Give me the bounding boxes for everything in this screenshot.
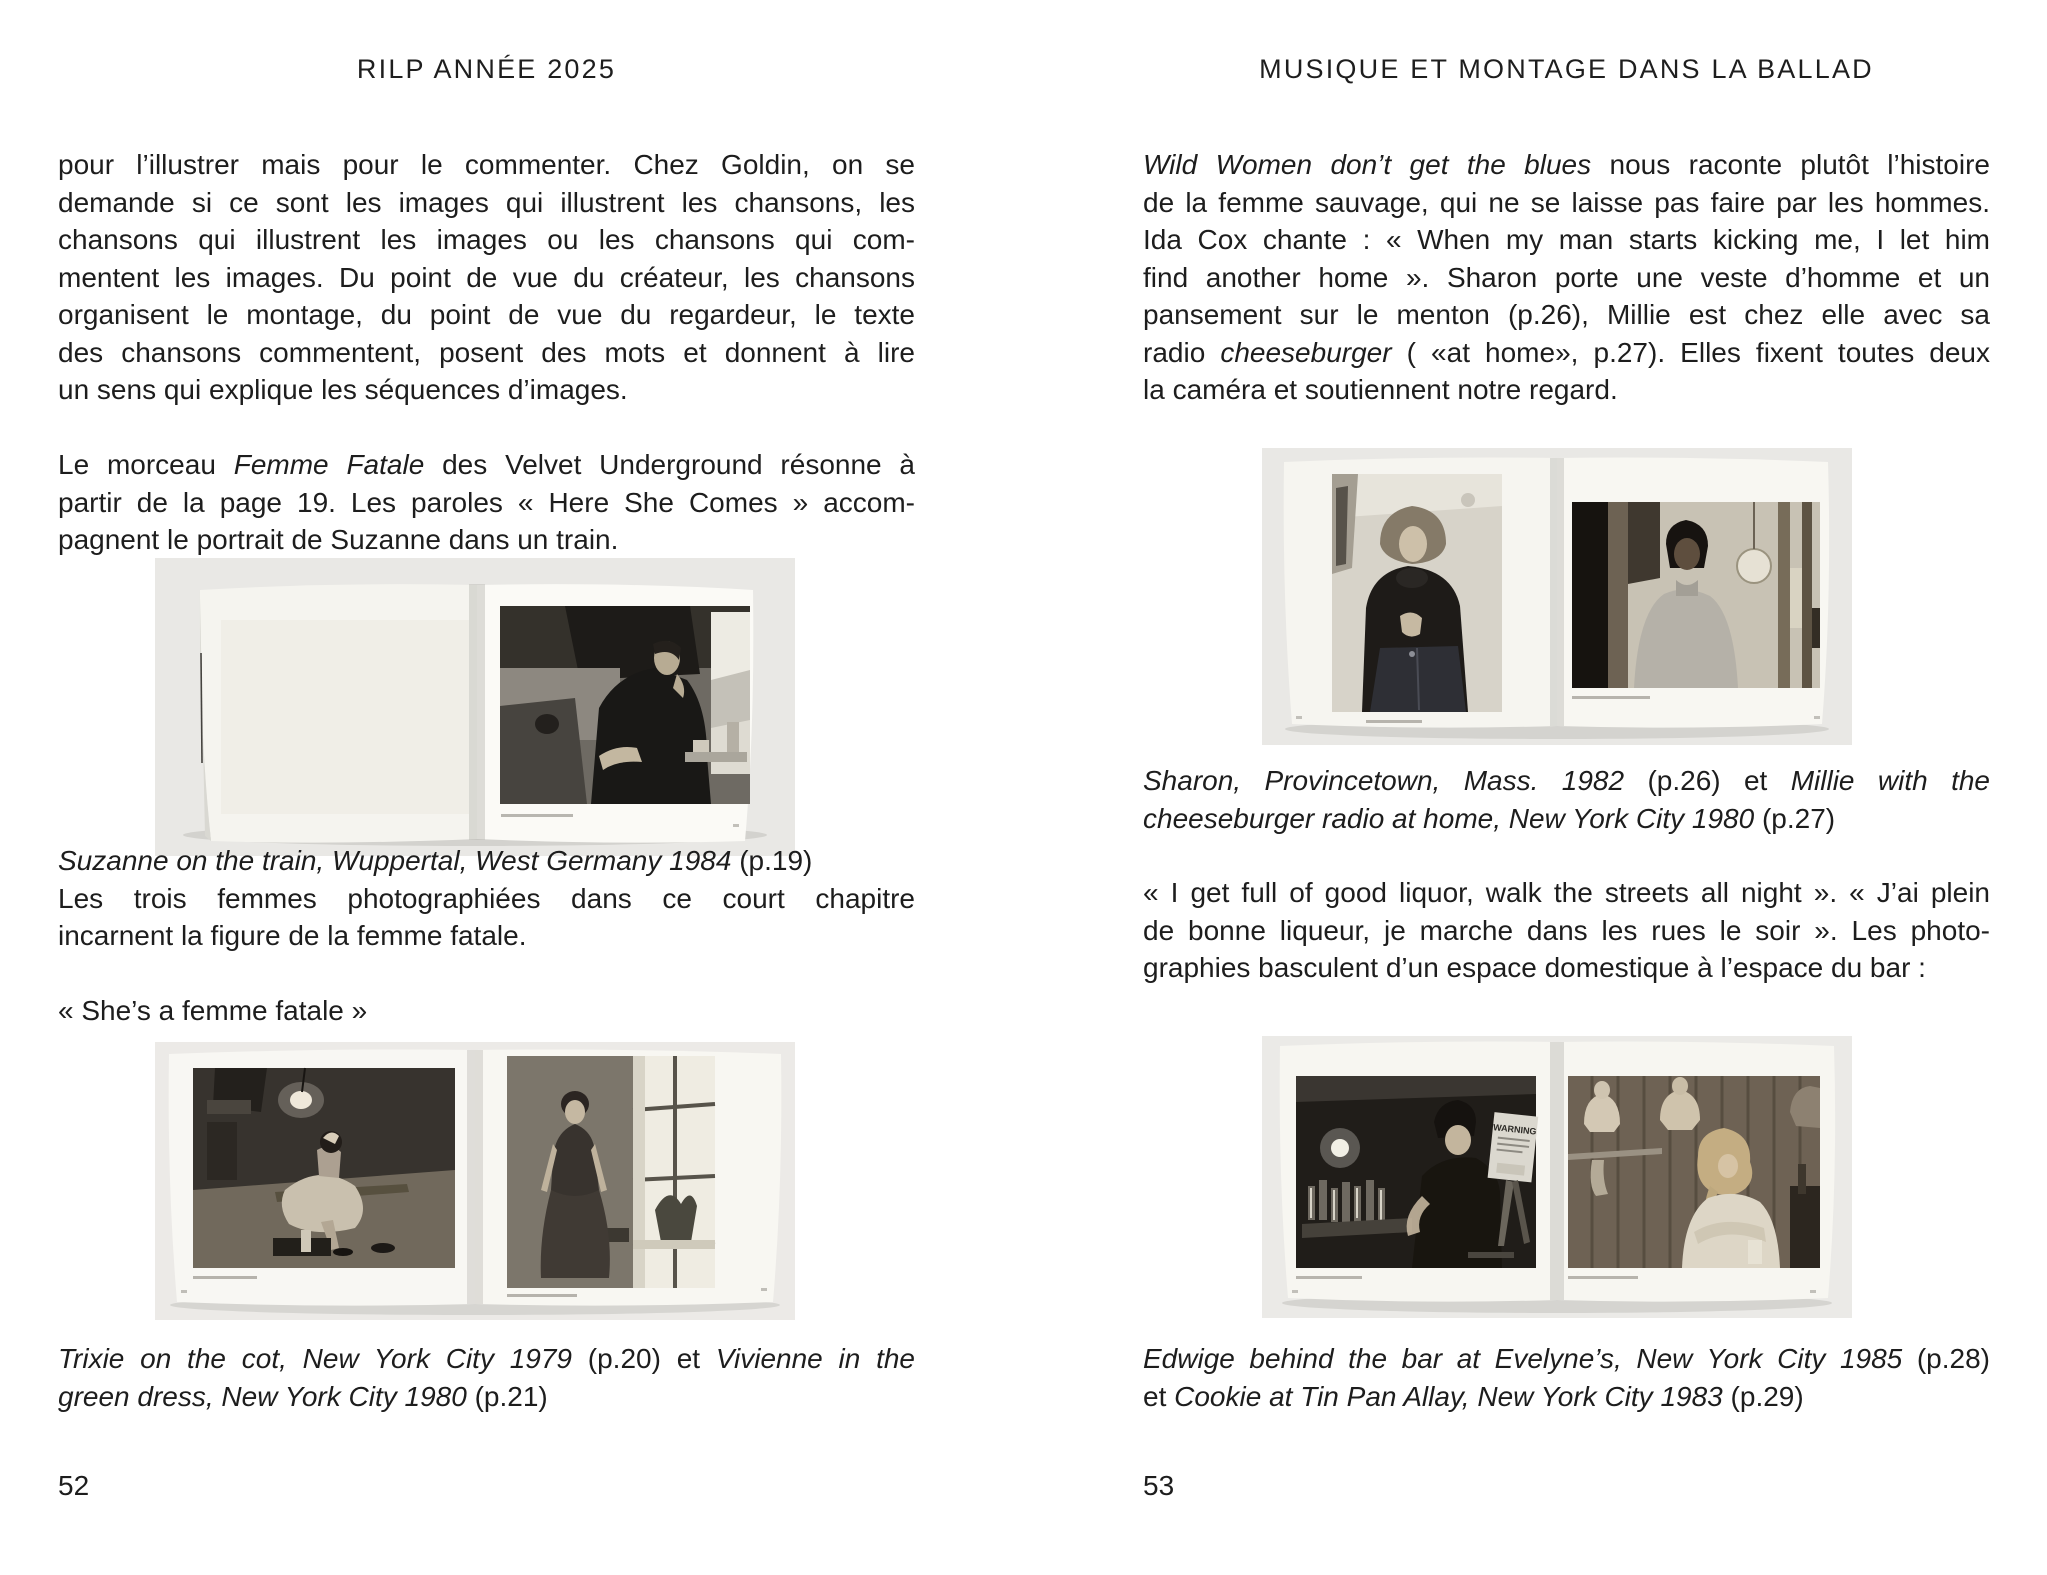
- photo-millie: [1572, 502, 1820, 688]
- photo-sharon: [1332, 474, 1502, 712]
- figure-edwige-cookie-spread: [1262, 1036, 1852, 1318]
- figure-suzanne-spread: [155, 558, 795, 856]
- photo-vivienne: [507, 1056, 715, 1288]
- left-caption-trixie-vivienne: Trixie on the cot, New York City 1979 (p.20) et Vivienne in the green dress, New York City 1980 (p.21): [58, 1343, 915, 1412]
- book-spread-photo-sharon-millie: [1262, 448, 1852, 745]
- book-spread-photo-trixie-vivienne: [155, 1042, 795, 1320]
- book-spread-photo-suzanne: [155, 558, 795, 856]
- left-paragraph-2: Le morceau Femme Fatale des Velvet Underground résonne à partir de la page 19. Les paroles « Here She Comes » accom- pagnent le portrait de Suzanne dans un train.: [58, 449, 916, 555]
- photo-cookie: [1568, 1076, 1820, 1268]
- right-paragraph-1: Wild Women don’t get the blues nous raconte plutôt l’histoire de la femme sauvage, qui ne se laisse pas faire par les hommes. Ida Cox chante : « When my man starts kicking me, I let him find another home ». Sharon porte une veste d’homme et un pansement sur le menton (p.26), Millie est chez elle avec sa radio cheeseburger ( «at home», p.27). Elles fixent toutes deux la caméra et soutiennent notre regard.: [1143, 149, 1990, 405]
- left-lyric-quote: « She’s a femme fatale »: [58, 995, 368, 1026]
- left-caption-suzanne: Suzanne on the train, Wuppertal, West Germany 1984 (p.19) Les trois femmes photographiées dans ce court chapitre incarnent la figure de la femme fatale.: [58, 845, 915, 951]
- photo-trixie: [193, 1068, 455, 1268]
- figure-trixie-vivienne-spread: [155, 1042, 795, 1320]
- book-spread-photo-edwige-cookie: [1262, 1036, 1852, 1318]
- right-caption-edwige-cookie: Edwige behind the bar at Evelyne’s, New York City 1985 (p.28) et Cookie at Tin Pan Allay, New York City 1983 (p.29): [1143, 1343, 1990, 1412]
- warning-sign-text: WARNING: [1492, 1122, 1537, 1137]
- photo-edwige: [1296, 1076, 1538, 1268]
- warning-sign: [1488, 1112, 1539, 1182]
- left-running-head: RILP ANNÉE 2025: [356, 54, 617, 84]
- left-page-number: 52: [58, 1470, 90, 1501]
- right-running-head: MUSIQUE ET MONTAGE DANS LA BALLAD: [1259, 54, 1874, 84]
- right-paragraph-2: « I get full of good liquor, walk the streets all night ». « J’ai plein de bonne liqueur, je marche dans les rues le soir ». Les photo- graphies basculent d’un espace domestique à l’espace du bar :: [1143, 877, 1990, 983]
- left-paragraph-1: pour l’illustrer mais pour le commenter. Chez Goldin, on se demande si ce sont les images qui illustrent les chansons, les chansons qui illustrent les images ou les chansons qui com- mentent les images. Du point de vue du créateur, les chansons organisent le montage, du point de vue du regardeur, le texte des chansons commentent, posent des mots et donnent à lire un sens qui explique les séquences d’images.: [58, 149, 915, 405]
- figure-sharon-millie-spread: [1262, 448, 1852, 745]
- right-caption-sharon-millie: Sharon, Provincetown, Mass. 1982 (p.26) et Millie with the cheeseburger radio at home, New York City 1980 (p.27): [1143, 765, 1990, 834]
- right-page-number: 53: [1143, 1470, 1175, 1501]
- photo-suzanne: [500, 606, 750, 804]
